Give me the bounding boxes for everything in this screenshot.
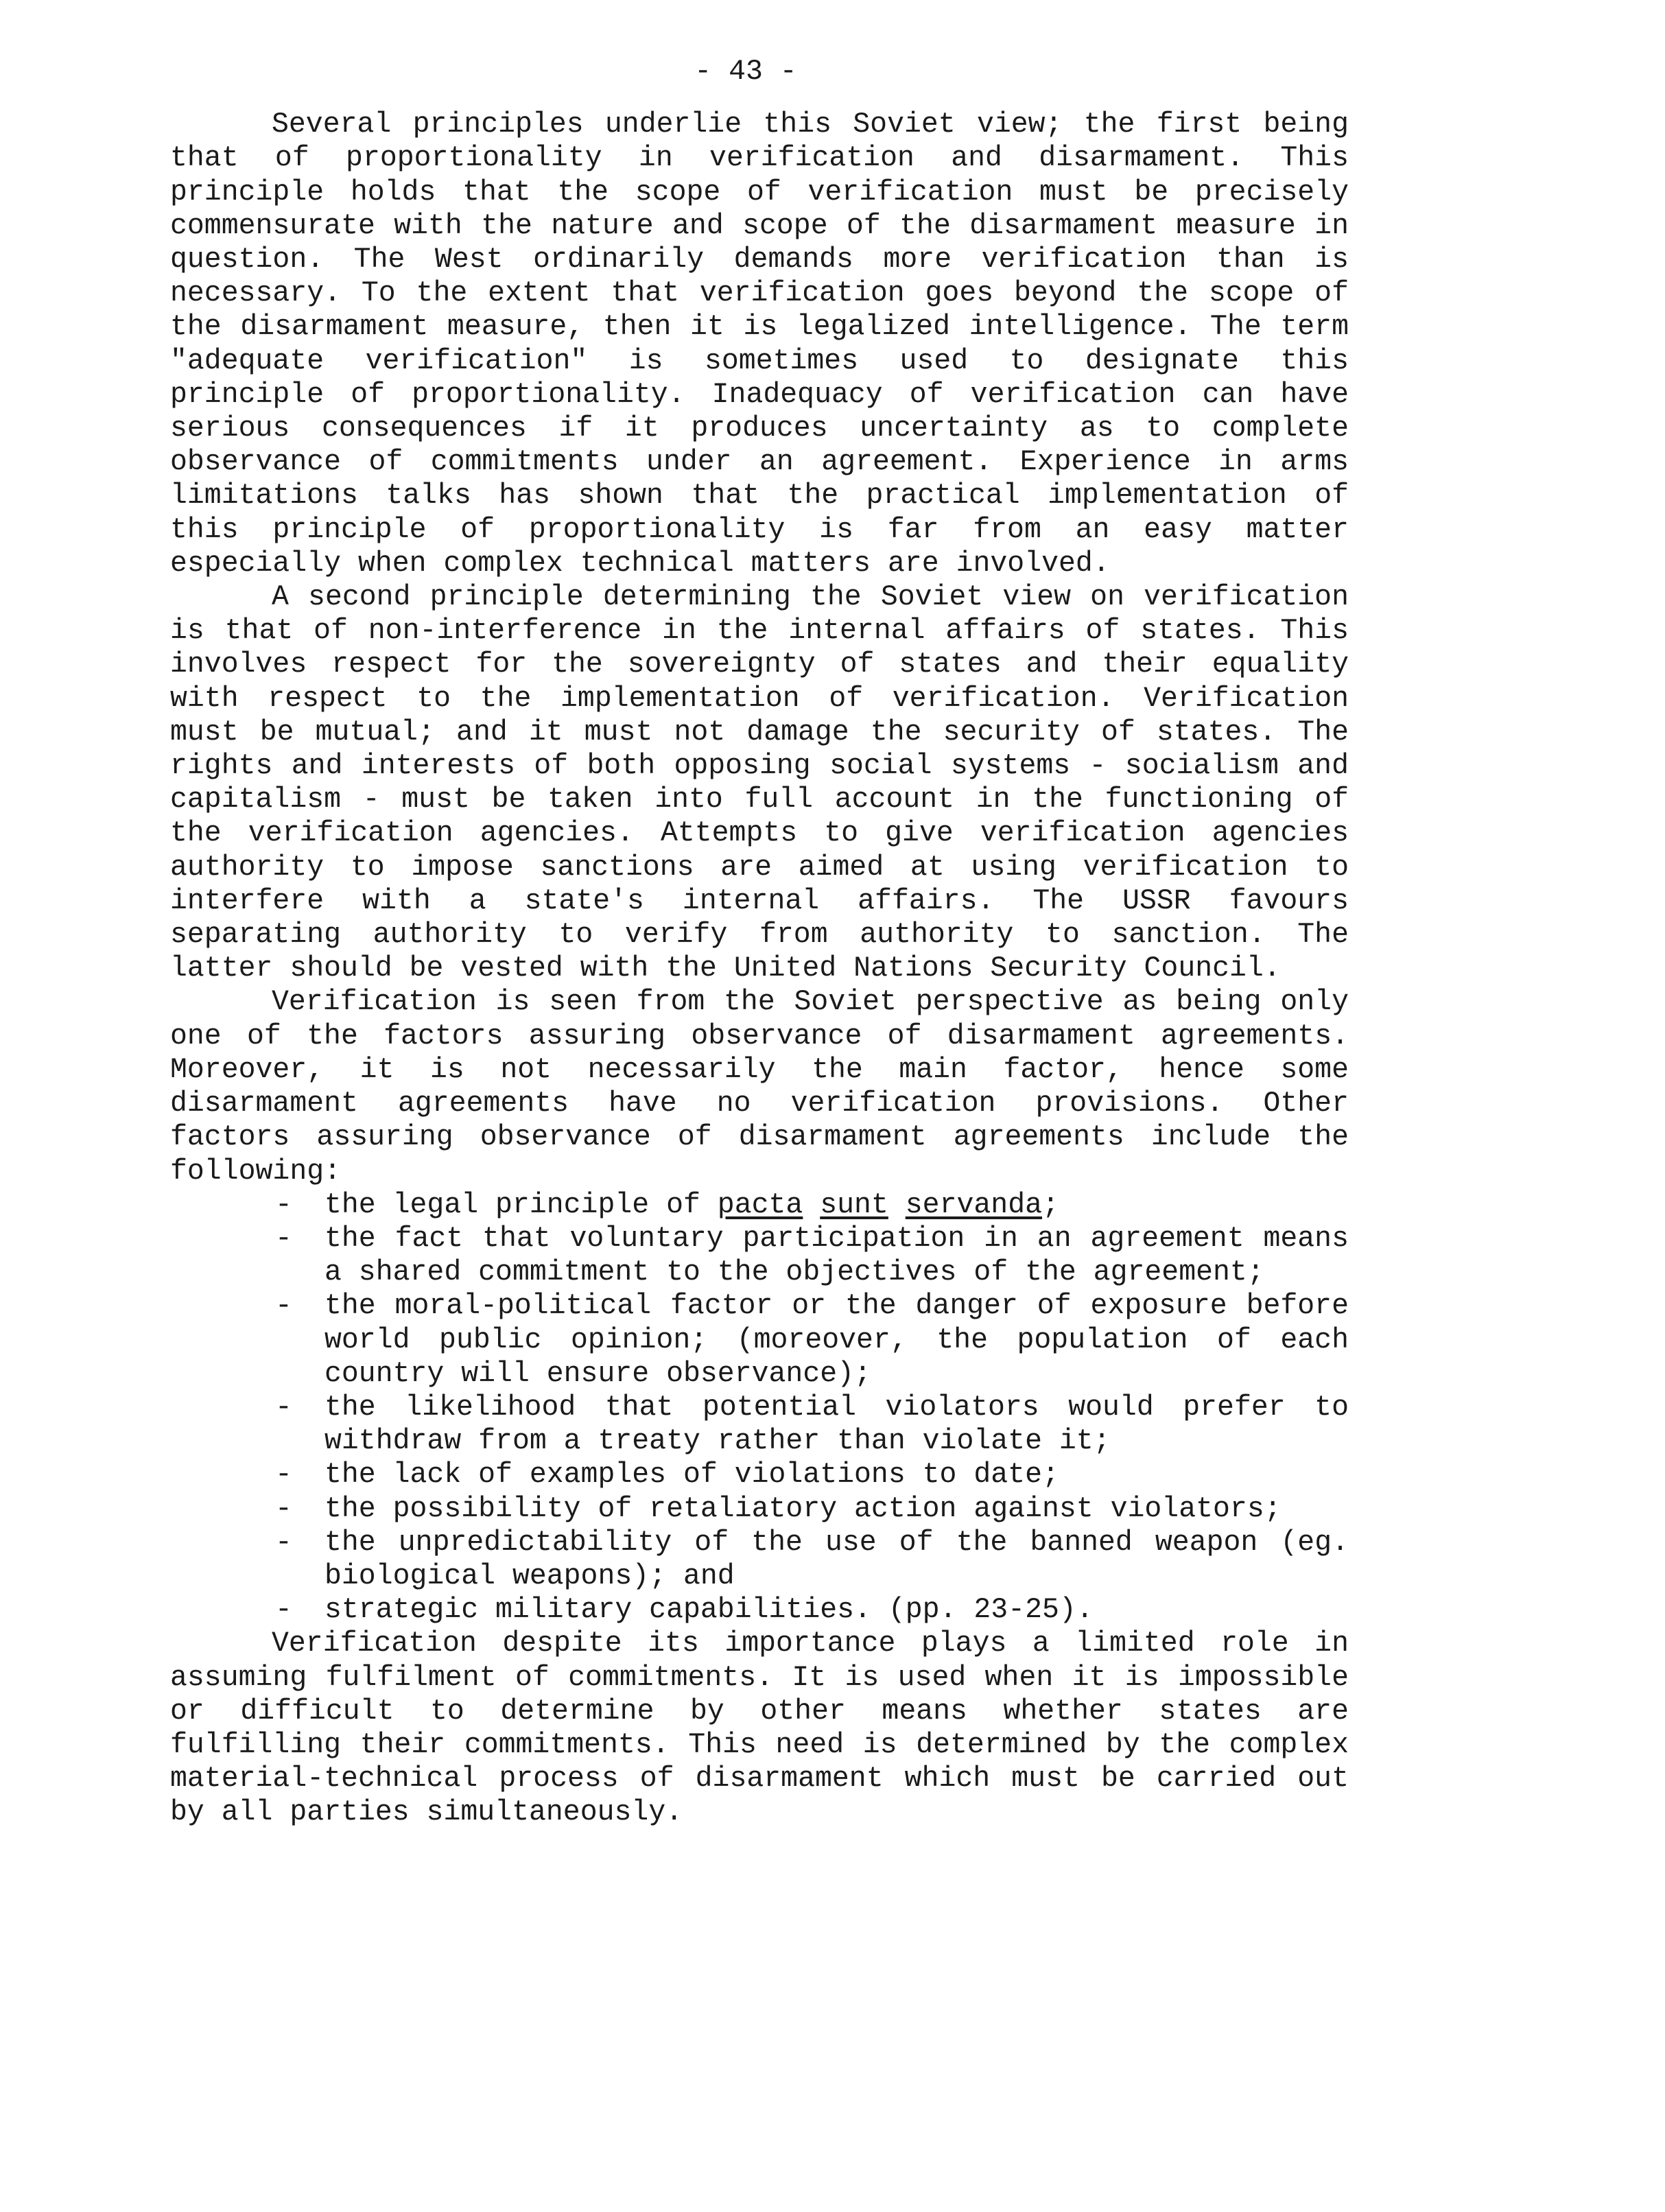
list-dash: - xyxy=(275,1459,292,1492)
paragraph-verification-factors: Verification is seen from the Soviet perspective as being only one of the factors assuring observance of disarmament agreements. Moreover, it is not necessarily the main factor, hence some disarmament agreements have no verification provisions. Other factors assuring observance of disarmament agreements include the following: xyxy=(170,986,1349,1188)
list-item xyxy=(275,1593,1349,1627)
list-item xyxy=(275,1188,1349,1222)
list-item-text: the possibility of retaliatory action against violators; xyxy=(324,1492,1282,1525)
list-item xyxy=(275,1526,1349,1593)
factors-list xyxy=(170,1188,1349,1627)
list-item-text: the unpredictability of the use of the banned weapon (eg. biological weapons); and xyxy=(324,1526,1349,1592)
paragraph-non-interference: A second principle determining the Soviet view on verification is that of non-interference in the internal affairs of states. This involves respect for the sovereignty of states and their equality with respect to the implementation of verification. Verification must be mutual; and it must not damage the security of states. The rights and interests of both opposing social systems - socialism and capitalism - must be taken into full account in the functioning of the verification agencies. Attempts to give verification agencies authority to impose sanctions are aimed at using verification to interfere with a state's internal affairs. The USSR favours separating authority to verify from authority to sanction. The latter should be vested with the United Nations Security Council. xyxy=(170,581,1349,985)
document-page xyxy=(170,55,1349,1830)
list-dash: - xyxy=(275,1222,292,1255)
list-dash: - xyxy=(275,1391,292,1424)
list-dash: - xyxy=(275,1492,292,1525)
list-item xyxy=(275,1458,1349,1492)
list-item-text: the fact that voluntary participation in an agreement means a shared commitment to the objectives of the agreement; xyxy=(324,1222,1349,1289)
list-dash: - xyxy=(275,1526,292,1559)
list-item-text: strategic military capabilities. (pp. 23-25). xyxy=(324,1594,1094,1627)
list-item xyxy=(275,1222,1349,1289)
list-item xyxy=(275,1492,1349,1526)
list-dash: - xyxy=(275,1594,292,1627)
list-item-text: the legal principle of xyxy=(324,1188,718,1221)
list-item-text: the likelihood that potential violators would prefer to withdraw from a treaty rather than violate it; xyxy=(324,1391,1349,1458)
latin-term-sunt: sunt xyxy=(820,1188,888,1221)
list-item-text: the moral-political factor or the danger of exposure before world public opinion; (moreover, the population of each country will ensure observance); xyxy=(324,1290,1349,1390)
list-item-suffix: ; xyxy=(1042,1188,1059,1221)
list-dash: - xyxy=(275,1188,292,1221)
latin-term-pacta: pacta xyxy=(717,1188,803,1221)
list-item xyxy=(275,1289,1349,1391)
page-number: - 43 - xyxy=(694,56,797,88)
latin-term-servanda: servanda xyxy=(905,1188,1042,1221)
list-dash: - xyxy=(275,1290,292,1323)
list-item xyxy=(275,1391,1349,1458)
paragraph-limited-role: Verification despite its importance plays a limited role in assuming fulfilment of commitments. It is used when it is impossible or difficult to determine by other means whether states are fulfilling their commitments. This need is determined by the complex material-technical process of disarmament which must be carried out by all parties simultaneously. xyxy=(170,1627,1349,1829)
paragraph-proportionality: Several principles underlie this Soviet view; the first being that of proportionality in verification and disarmament. This principle holds that the scope of verification must be precisely commensurate with the nature and scope of the disarmament measure in question. The West ordinarily demands more verification than is necessary. To the extent that verification goes beyond the scope of the disarmament measure, then it is legalized intelligence. The term "adequate verification" is sometimes used to designate this principle of proportionality. Inadequacy of verification can have serious consequences if it produces uncertainty as to complete observance of commitments under an agreement. Experience in arms limitations talks has shown that the practical implementation of this principle of proportionality is far from an easy matter especially when complex technical matters are involved. xyxy=(170,108,1349,580)
list-item-text: the lack of examples of violations to date; xyxy=(324,1459,1059,1492)
